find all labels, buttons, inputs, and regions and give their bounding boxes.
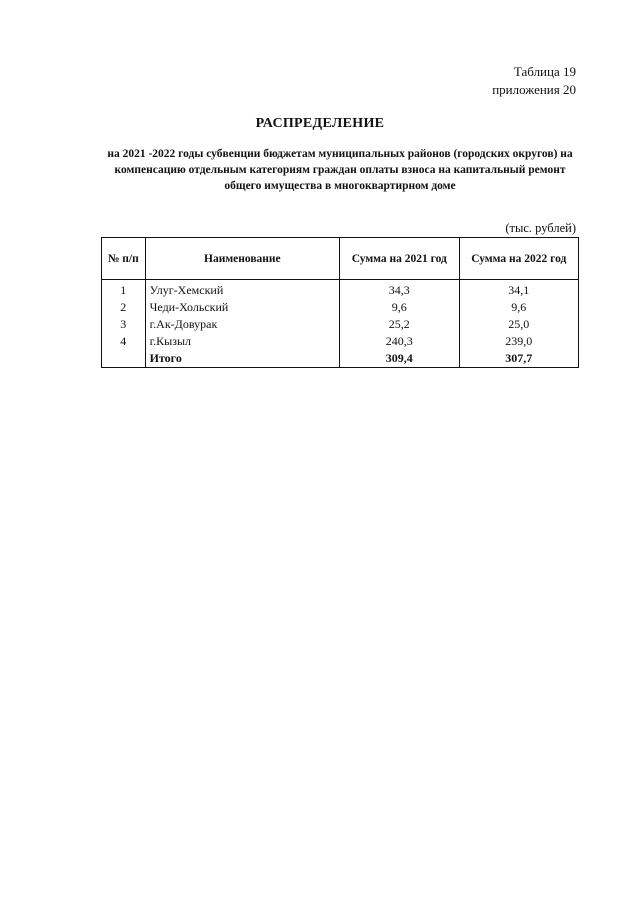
table-number: Таблица 19 — [513, 64, 576, 79]
column-header-number: № п/п — [102, 238, 146, 280]
row-sum-2022: 34,1 — [459, 280, 578, 300]
row-number: 3 — [102, 316, 146, 333]
row-number: 2 — [102, 299, 146, 316]
table-header-row — [102, 238, 579, 280]
row-sum-2021: 25,2 — [340, 316, 459, 333]
document-title: РАСПРЕДЕЛЕНИЕ — [255, 116, 385, 131]
table-row — [102, 333, 579, 350]
units-label: (тыс. рублей) — [505, 221, 576, 235]
total-sum-2022: 307,7 — [459, 350, 578, 368]
row-name: г.Кызыл — [145, 333, 339, 350]
row-sum-2021: 9,6 — [340, 299, 459, 316]
appendix-number: приложения 20 — [492, 82, 576, 97]
table-reference — [492, 63, 576, 99]
document-subtitle: на 2021 -2022 годы субвенции бюджетам муниципальных районов (городских округов) на компенсацию отдельным категориям граждан оплаты взноса на капитальный ремонт общего имущества в многоквартирном доме — [107, 148, 573, 192]
total-label: Итого — [145, 350, 339, 368]
row-sum-2022: 239,0 — [459, 333, 578, 350]
row-number: 1 — [102, 280, 146, 300]
table-row — [102, 299, 579, 316]
table-row — [102, 280, 579, 300]
total-sum-2021: 309,4 — [340, 350, 459, 368]
row-sum-2021: 240,3 — [340, 333, 459, 350]
row-sum-2022: 25,0 — [459, 316, 578, 333]
column-header-sum-2021: Сумма на 2021 год — [340, 238, 459, 280]
row-name: Чеди-Хольский — [145, 299, 339, 316]
distribution-table — [101, 237, 579, 368]
table-total-row — [102, 350, 579, 368]
table-row — [102, 316, 579, 333]
row-name: Улуг-Хемский — [145, 280, 339, 300]
row-name: г.Ак-Довурак — [145, 316, 339, 333]
row-sum-2022: 9,6 — [459, 299, 578, 316]
total-number-cell — [102, 350, 146, 368]
column-header-sum-2022: Сумма на 2022 год — [459, 238, 578, 280]
row-number: 4 — [102, 333, 146, 350]
column-header-name: Наименование — [145, 238, 339, 280]
row-sum-2021: 34,3 — [340, 280, 459, 300]
